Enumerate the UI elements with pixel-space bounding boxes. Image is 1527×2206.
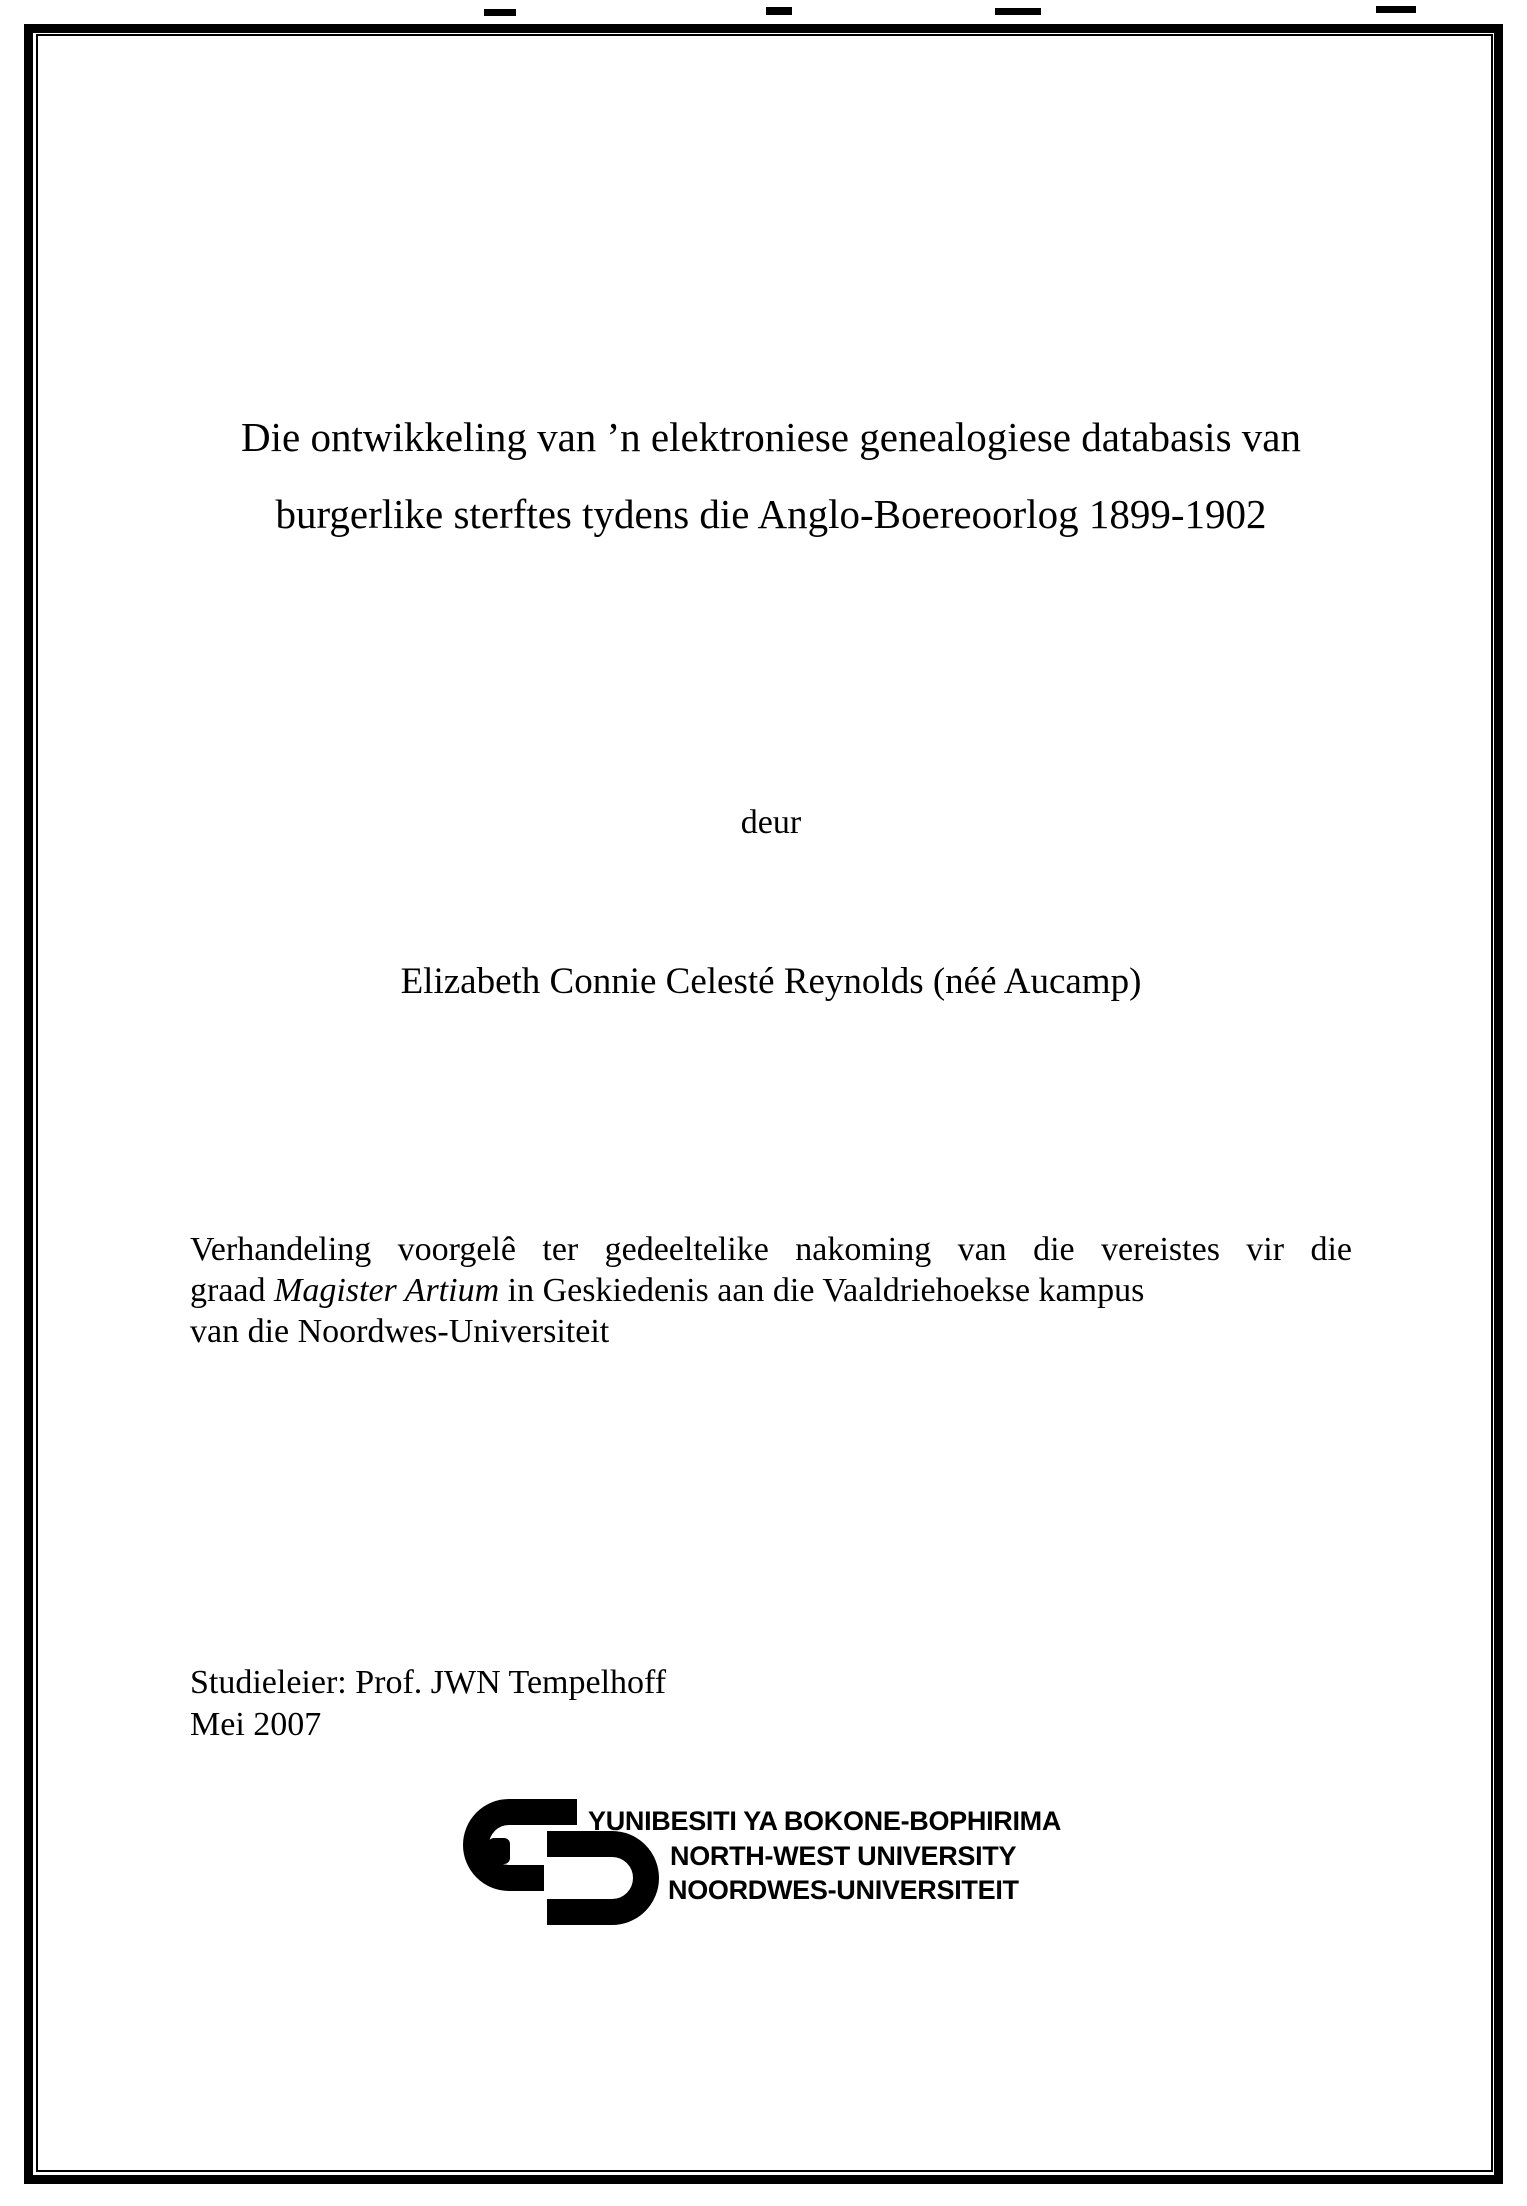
- author-name: Elizabeth Connie Celesté Reynolds (néé Aucamp): [400, 961, 1142, 1002]
- byline-label: deur: [740, 804, 802, 841]
- scan-speck: [766, 7, 792, 15]
- thesis-title: [190, 399, 1352, 553]
- scan-speck: [484, 9, 516, 16]
- university-name-setswana: YUNIBESITI YA BOKONE-BOPHIRIMA: [588, 1806, 1062, 1836]
- university-name-english: NORTH-WEST UNIVERSITY: [670, 1841, 1017, 1871]
- thesis-title-line1: Die ontwikkeling van ’n elektroniese genealogiese databasis van: [241, 414, 1301, 460]
- submission-statement: [190, 1229, 1352, 1352]
- thesis-title-line2: burgerlike sterftes tydens die Anglo-Boereoorlog 1899-1902: [275, 491, 1267, 537]
- degree-name-italic: Magister Artium: [274, 1272, 500, 1309]
- university-name-afrikaans: NOORDWES-UNIVERSITEIT: [668, 1875, 1019, 1905]
- submission-line2-prefix: graad: [190, 1272, 275, 1309]
- scan-speck: [995, 8, 1041, 15]
- supervisor-line: Studieleier: Prof. JWN Tempelhoff: [190, 1664, 667, 1701]
- date-line: Mei 2007: [190, 1706, 322, 1743]
- submission-line2: [190, 1270, 1352, 1311]
- submission-line1: Verhandeling voorgelê ter gedeeltelike nakoming van die vereistes vir die: [190, 1231, 1352, 1268]
- scan-speck: [1376, 6, 1416, 13]
- submission-line2-suffix: in Geskiedenis aan die Vaaldriehoekse kampus: [499, 1272, 1145, 1309]
- submission-line3: van die Noordwes-Universiteit: [190, 1313, 610, 1350]
- supervisor-block: [190, 1662, 666, 1746]
